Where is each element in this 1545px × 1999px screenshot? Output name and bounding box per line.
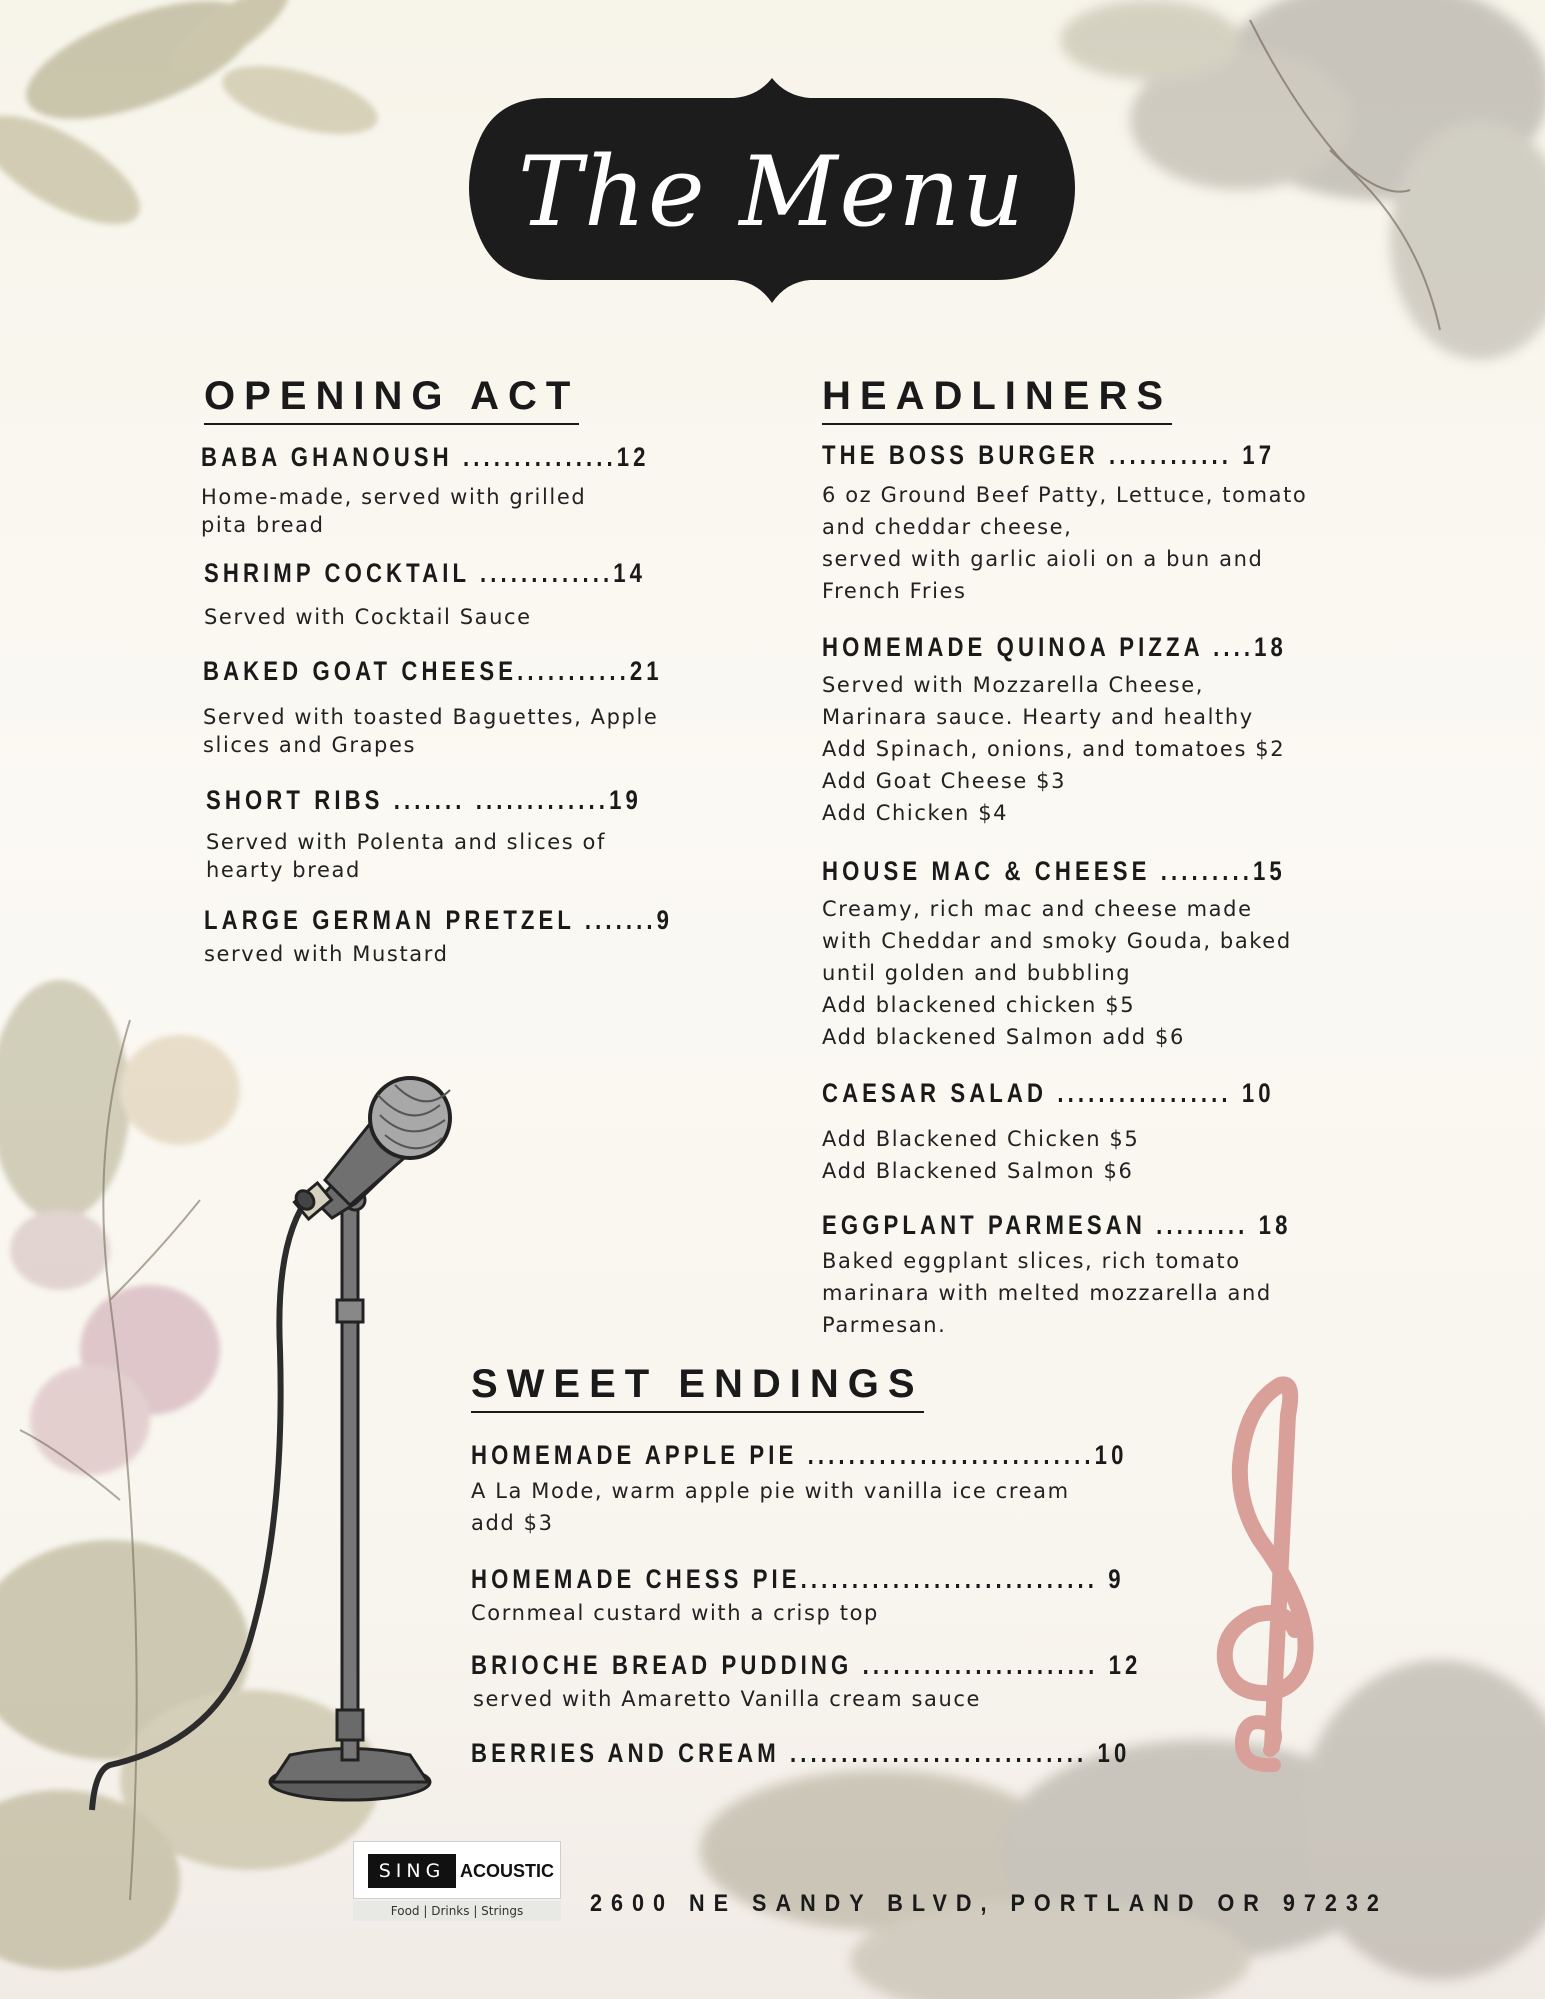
item-name: HOMEMADE QUINOA PIZZA ....18 (822, 632, 1287, 662)
menu-item (471, 1564, 1268, 1629)
microphone-icon (80, 1020, 520, 1820)
menu-item (471, 1440, 1272, 1539)
item-desc: Cornmeal custard with a crisp top (471, 1601, 879, 1625)
menu-item (206, 785, 738, 886)
page-title: The Menu (518, 136, 1026, 248)
menu-item (204, 558, 743, 633)
item-name: HOMEMADE CHESS PIE............................. 9 (471, 1564, 1125, 1594)
item-desc: Served with Polenta and slices of hearty bread (206, 830, 606, 882)
item-desc: A La Mode, warm apple pie with vanilla ice cream add $3 (471, 1479, 1070, 1535)
title-banner (458, 78, 1086, 313)
brand-logo (353, 1841, 561, 1923)
item-desc: Creamy, rich mac and cheese made with Cheddar and smoky Gouda, baked until golden and bubbling Add blackened chicken $5 Add blackened Salmon add $6 (822, 897, 1292, 1049)
section-opening-act (204, 374, 579, 425)
item-name: BRIOCHE BREAD PUDDING ....................... 12 (471, 1650, 1142, 1680)
item-desc: Served with Mozzarella Cheese, Marinara sauce. Hearty and healthy Add Spinach, onions, and tomatoes $2 Add Goat Cheese $3 Add Chicken $4 (822, 673, 1286, 825)
logo-box (353, 1841, 561, 1899)
item-name: HOUSE MAC & CHEESE .........15 (822, 856, 1286, 886)
section-title: OPENING ACT (204, 374, 579, 425)
item-name: THE BOSS BURGER ............ 17 (822, 440, 1276, 470)
item-name: BAKED GOAT CHEESE...........21 (203, 656, 663, 686)
item-name: BABA GHANOUSH ...............12 (201, 442, 650, 472)
item-desc: Served with toasted Baguettes, Apple slices and Grapes (203, 705, 659, 757)
item-name: HOMEMADE APPLE PIE ............................10 (471, 1440, 1128, 1470)
item-name: BERRIES AND CREAM ............................. 10 (471, 1738, 1131, 1768)
item-name: CAESAR SALAD ................. 10 (822, 1078, 1275, 1108)
item-name: SHRIMP COCKTAIL .............14 (204, 558, 647, 588)
item-name: LARGE GERMAN PRETZEL .......9 (204, 905, 674, 935)
section-title: HEADLINERS (822, 374, 1172, 425)
menu-item (201, 442, 748, 541)
menu-item (471, 1650, 1289, 1715)
item-desc: served with Amaretto Vanilla cream sauce (473, 1687, 982, 1711)
menu-item (471, 1738, 1275, 1769)
logo-acoustic: ACOUSTIC (460, 1861, 554, 1881)
logo-sing: SING (368, 1854, 456, 1888)
item-desc: Baked eggplant slices, rich tomato marinara with melted mozzarella and Parmesan. (822, 1249, 1272, 1337)
menu-item (203, 656, 764, 761)
menu-item (822, 1078, 1374, 1187)
item-name: EGGPLANT PARMESAN ......... 18 (822, 1210, 1292, 1240)
menu-item (822, 1210, 1395, 1341)
section-sweet-endings (471, 1362, 924, 1413)
section-title: SWEET ENDINGS (471, 1362, 924, 1413)
section-headliners (822, 374, 1172, 425)
item-name: SHORT RIBS ....... .............19 (206, 785, 642, 815)
logo-tagline: Food | Drinks | Strings (353, 1901, 561, 1921)
menu-item (822, 632, 1389, 829)
item-desc: Served with Cocktail Sauce (204, 605, 532, 629)
item-desc: 6 oz Ground Beef Patty, Lettuce, tomato and cheddar cheese, served with garlic aioli on a bun and French Fries (822, 483, 1308, 603)
item-desc: Add Blackened Chicken $5 Add Blackened Salmon $6 (822, 1127, 1140, 1183)
menu-item (822, 856, 1388, 1053)
item-desc: Home-made, served with grilled pita bread (201, 485, 587, 537)
item-desc: served with Mustard (204, 942, 449, 966)
menu-item (822, 440, 1375, 607)
address: 2600 NE SANDY BLVD, PORTLAND OR 97232 (590, 1890, 1388, 1917)
menu-item (204, 905, 776, 970)
treble-clef-icon (1200, 1375, 1340, 1775)
